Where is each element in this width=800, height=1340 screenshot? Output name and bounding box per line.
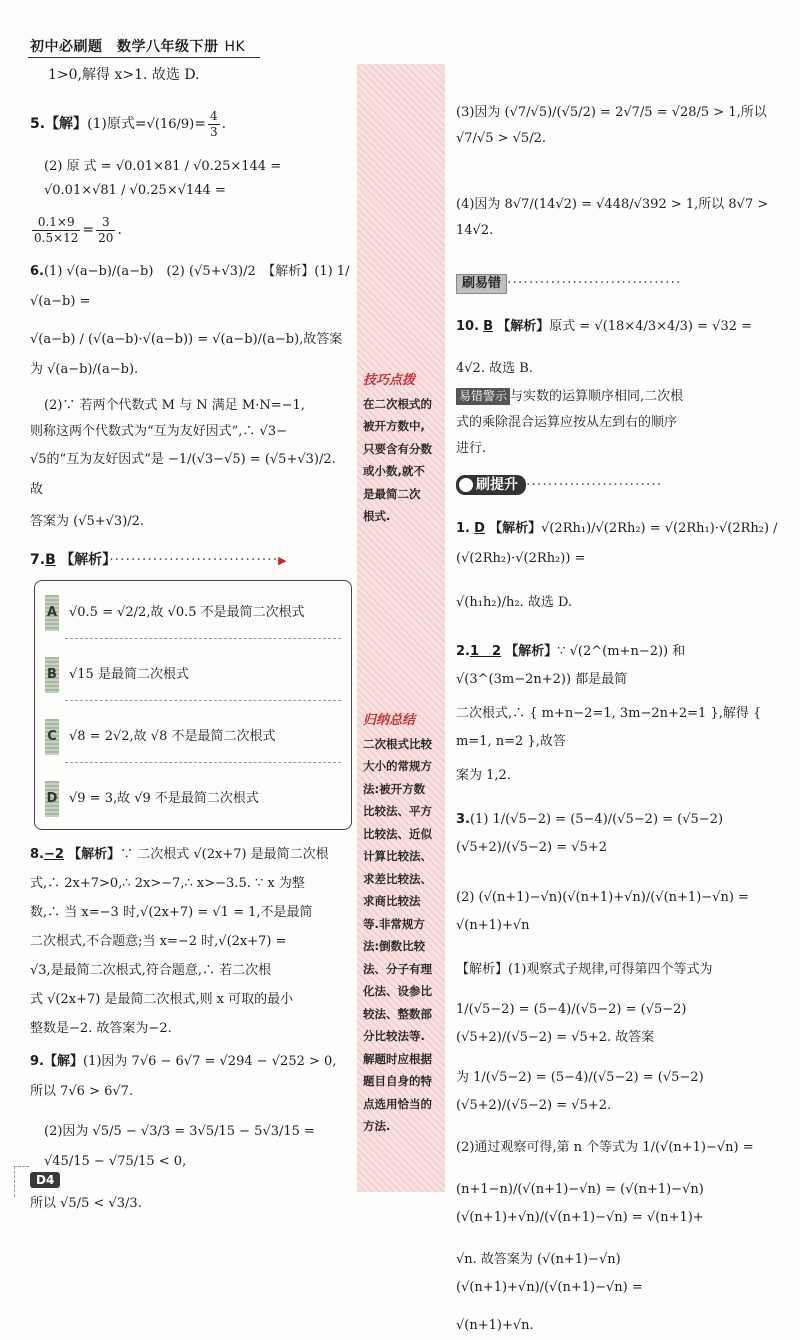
r2-tag: 【解析】 [505, 644, 558, 659]
q8-line: 式,∴ 2x+7>0,∴ 2x>−7,∴ x>−3.5. ∵ x 为整 [30, 876, 305, 891]
question-9-continued [456, 100, 778, 244]
continued-line: 1>0,解得 x>1. 故选 D. [48, 67, 200, 83]
q10-line: 式的乘除混合运算应按从左到右的顺序 [456, 415, 678, 430]
r1-number: 1. [456, 521, 470, 536]
q8-line: 二次根式,不合题意;当 x=−2 时,√(2x+7) = [30, 934, 287, 949]
page-number: D4 [30, 1172, 60, 1188]
right-column [456, 62, 778, 1340]
r2-answer: 1 2 [469, 644, 502, 659]
q7-arrow-icon: ▶ [278, 554, 287, 567]
r1-line: √(h₁h₂)/h₂. 故选 D. [456, 595, 573, 610]
r2-number: 2. [456, 644, 470, 659]
q5-equals: = [194, 116, 206, 132]
q7-answer: B [45, 552, 56, 568]
header-edition: HK [224, 39, 246, 55]
q5-fraction: $\frac{4}{3}$ [209, 108, 218, 139]
question-7 [30, 547, 352, 830]
q8-line: √3,是最简二次根式,符合题意,∴ 若二次根 [30, 963, 272, 978]
r1-answer: D [474, 521, 485, 536]
q6-line3: (2)∵ 若两个代数式 M 与 N 满足 M·N=−1, [44, 398, 305, 413]
r1-tag: 【解析】 [489, 521, 542, 536]
q5-part1-label: (1)原式= [87, 116, 147, 132]
q9-number: 9. [30, 1054, 44, 1069]
r3-number: 3. [456, 812, 470, 827]
q5-number: 5. [30, 116, 46, 132]
q5-part2: (2) 原 式 = √0.01×81 / √0.25×144 = √0.01×√81 / √0.25×√144 = [44, 159, 282, 198]
r3-line: √n. 故答案为 (√(n+1)−√n)(√(n+1)+√n)/(√(n+1)−√n) = [456, 1252, 643, 1295]
q7-tag: 【解析】 [60, 552, 110, 568]
q5-part3: $\frac{0.1\times 9}{0.5\times 12}$ = $\frac{3}{20}$ . [34, 214, 122, 245]
q6-line5: √5的“互为友好因式”是 −1/(√3−√5) = (√5+√3)/2. 故 [30, 452, 336, 497]
margin-notes-sidebar [357, 64, 445, 1192]
q9-line: 所以 7√6 > 6√7. [30, 1084, 134, 1099]
r2-line: 二次根式,∴ { m+n−2=1, 3m−2n+2=1 },解得 { m=1, n=2 },故答 [456, 706, 762, 749]
pen-icon [459, 478, 473, 492]
question-5: 5.【解】(1)原式=√(16/9)= $\frac{4}{3}$ . (2) 原 式 = √0.01×81 / √0.25×144 = √0.01×√81 / √0.25×√144 = $\frac{0.1\times 9}{0.5\times 12}$ = $\frac{3}{20}$ . [30, 104, 352, 247]
question-10: 10. B 【解析】原式 = √(18×4/3×4/3) = √32 = 4√2. 故选 B. 易错警示 与实数的运算顺序相同,二次根 式的乘除混合运算应按从左到右的顺序 进行. [456, 312, 778, 462]
header-title: 初中必刷题 数学八年级下册 [30, 39, 219, 55]
improve-banner-dots: ························· [526, 477, 663, 493]
q9-part4: (4)因为 8√7/(14√2) = √448/√392 > 1,所以 8√7 > 14√2. [456, 197, 769, 238]
q6-line2: √(a−b) / (√(a−b)·√(a−b)) = √(a−b)/(a−b),故答案为 √(a−b)/(a−b). [30, 332, 343, 377]
q7-options-box [34, 580, 352, 830]
q9-line: (2)因为 √5/5 − √3/3 = 3√5/15 − 5√3/15 = √45/15 − √75/15 < 0, [44, 1124, 315, 1169]
r3-line: (n+1−n)/(√(n+1)−√n) = (√(n+1)−√n)(√(n+1)+√n)/(√(n+1)−√n) = √(n+1)+ [456, 1182, 704, 1225]
left-column [30, 62, 352, 1219]
summary-note: 归纳总结 二次根式比较 大小的常规方 法:被开方数 比较法、平方 比较法、近似 计算比较法、 求差比较法、 求商比较法 等.非常规方 法:倒数比较 法、分子有理 化法、设参比 较法、整数部 分比较法等. 解题时应根据 题目自身的特 点选用恰当的 方法. [363, 710, 441, 1138]
error-warning-badge: 易错警示 [456, 388, 510, 405]
q8-line: 式 √(2x+7) 是最简二次根式,则 x 可取的最小 [30, 992, 294, 1007]
question-8: 8.−2 【解析】∵ 二次根式 √(2x+7) 是最简二次根 式,∴ 2x+7>0,∴ 2x>−7,∴ x>−3.5. ∵ x 为整 数,∴ 当 x=−3 时,√(2x+7) = √1 = 1,不是最简 二次根式,不合题意;当 x=−2 时,√(2x+7) = √3,是最简二次根式,符合题意,∴ 若二次根 式 √(2x+7) 是最简二次根式,则 x 可取的最小 整数是−2. 故答案为−2. [30, 840, 352, 1043]
option-b: B √15 是最简二次根式 [35, 643, 351, 705]
q9-part3: (3)因为 (√7/√5)/(√5/2) = 2√7/5 = √28/5 > 1,所以 √7/√5 > √5/2. [456, 105, 767, 146]
r2-line: 案为 1,2. [456, 768, 511, 783]
q8-line: 数,∴ 当 x=−3 时,√(2x+7) = √1 = 1,不是最简 [30, 905, 313, 920]
q6-number: 6. [30, 264, 44, 279]
r3-line: √(n+1)+√n. [456, 1318, 534, 1333]
option-c: C √8 = 2√2,故 √8 不是最简二次根式 [35, 705, 351, 767]
q8-line: 整数是−2. 故答案为−2. [30, 1021, 172, 1036]
r3-line: (2)通过观察可得,第 n 个等式为 1/(√(n+1)−√n) = [456, 1140, 754, 1155]
corner-mark [14, 1166, 29, 1197]
r3-line: 【解析】(1)观察式子规律,可得第四个等式为 [456, 962, 713, 977]
page-header [30, 36, 245, 56]
improve-question-1: 1. D 【解析】√(2Rh₁)/√(2Rh₂) = √(2Rh₁)·√(2Rh₂) / (√(2Rh₂)·√(2Rh₂)) = √(h₁h₂)/h₂. 故选 D. [456, 514, 778, 618]
q7-leader-dots: ······························· [109, 552, 279, 568]
q7-number: 7. [30, 552, 46, 568]
q8-answer: −2 [43, 847, 64, 862]
header-rule [28, 57, 260, 58]
q9-tag: 【解】 [43, 1054, 83, 1069]
summary-title: 归纳总结 [363, 713, 416, 728]
r3-line: 1/(√5−2) = (5−4)/(√5−2) = (√5−2)(√5+2)/(√5−2) = √5+2. 故答案 [456, 1002, 687, 1045]
q8-tag: 【解析】 [68, 847, 121, 862]
easy-mistake-banner: 刷易错 [456, 274, 507, 294]
q8-number: 8. [30, 847, 44, 862]
easy-banner-dots: ································ [507, 275, 682, 291]
q6-line6: 答案为 (√5+√3)/2. [30, 514, 145, 529]
q5-tag: 【解】 [45, 116, 88, 132]
q6-line1: (1) √(a−b)/(a−b) (2) (√5+√3)/2 【解析】(1) 1/√(a−b) = [30, 264, 350, 309]
question-9: 9.【解】(1)因为 7√6 − 6√7 = √294 − √252 > 0, 所以 7√6 > 6√7. (2)因为 √5/5 − √3/3 = 3√5/15 − 5√3/15 = √45/15 − √75/15 < 0, 所以 √5/5 < √3/3. [30, 1047, 352, 1219]
option-d: D √9 = 3,故 √9 不是最简二次根式 [35, 767, 351, 829]
r3-line: (2) (√(n+1)−√n)(√(n+1)+√n)/(√(n+1)−√n) = √(n+1)+√n [456, 890, 749, 933]
improve-question-2: 2.1 2 【解析】∵ √(2^(m+n−2)) 和 √(3^(3m−2n+2)) 都是最简 二次根式,∴ { m+n−2=1, 3m−2n+2=1 },解得 { m=1, n=2 },故答 案为 1,2. [456, 638, 778, 790]
q6-line4: 则称这两个代数式为“互为友好因式”,∴ √3− [30, 424, 288, 439]
q10-line: 4√2. 故选 B. [456, 361, 533, 376]
question-6 [30, 257, 352, 539]
q5-radical: √(16/9) [146, 117, 195, 132]
q10-line: 进行. [456, 441, 487, 456]
option-a: A √0.5 = √2/2,故 √0.5 不是最简二次根式 [35, 581, 351, 643]
q9-line: 所以 √5/5 < √3/3. [30, 1196, 142, 1211]
improve-banner: 刷提升 [456, 475, 526, 495]
r3-line: 为 1/(√5−2) = (5−4)/(√5−2) = (√5−2)(√5+2)/(√5−2) = √5+2. [456, 1070, 704, 1113]
q10-tag: 【解析】 [497, 319, 550, 334]
tip-title: 技巧点拨 [363, 373, 416, 388]
q10-answer: B [483, 319, 494, 334]
q10-number: 10. [456, 319, 480, 334]
improve-question-3: 3.(1) 1/(√5−2) = (5−4)/(√5−2) = (√5−2)(√5+2)/(√5−2) = √5+2 (2) (√(n+1)−√n)(√(n+1)+√n)/(√(n+1)−√n) = √(n+1)+√n 【解析】(1)观察式子规律,可得第四个等式为 1/(√5−2) = (5−4)/(√5−2) = (√5−2)(√5+2)/(√5−2) = √5+2. 故答案 为 1/(√5−2) = (5−4)/(√5−2) = (√5−2)(√5+2)/(√5−2) = √5+2. (2)通过观察可得,第 n 个等式为 1/(√(n+1)−√n) = (n+1−n)/(√(n+1)−√n) = (√(n+1)−√n)(√(n+1)+√n)/(√(n+1)−√n) = √(n+1)+ √n. 故答案为 (√(n+1)−√n)(√(n+1)+√n)/(√(n+1)−√n) = √(n+1)+√n. [456, 806, 778, 1340]
tip-note: 技巧点拨 在二次根式的 被开方数中, 只要含有分数 或小数,就不 是最简二次 根式. [363, 370, 441, 528]
